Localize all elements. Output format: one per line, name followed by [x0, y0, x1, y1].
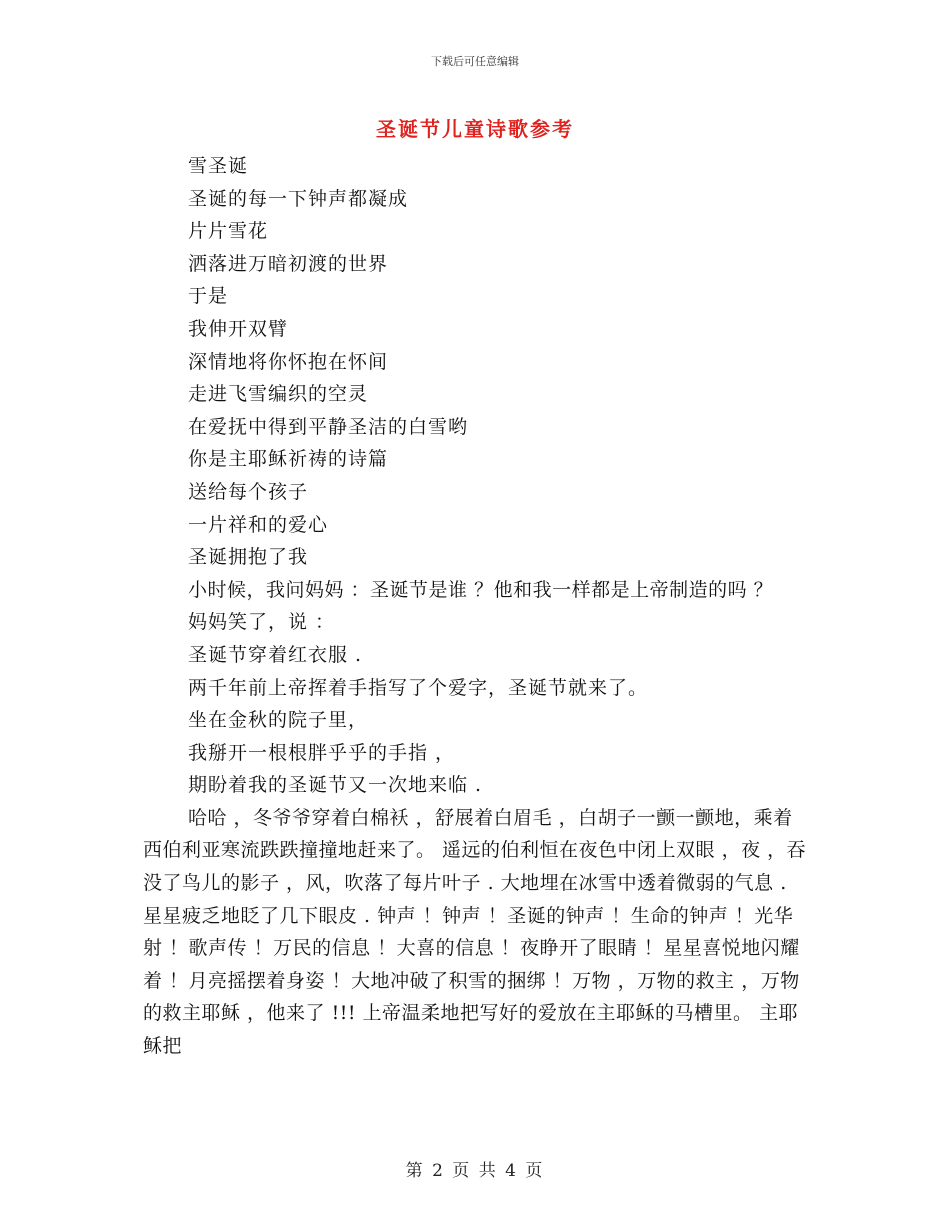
document-body	[143, 150, 808, 1063]
poem-line: 圣诞的每一下钟声都凝成	[188, 187, 409, 210]
poem-line: 洒落进万暗初渡的世界	[188, 252, 389, 275]
poem-line: 送给每个孩子	[188, 480, 309, 503]
poem-line: 雪圣诞	[188, 155, 249, 177]
poem-line: 圣诞节穿着红衣服 .	[188, 643, 363, 666]
poem-line: 走进飞雪编织的空灵	[188, 383, 369, 406]
paragraph: 小时候，我问妈妈 ：圣诞节是谁 ？他和我一样都是上帝制造的吗 ？	[188, 578, 774, 601]
paragraph: 哈哈 ，冬爷爷穿着白棉袄 ，舒展着白眉毛 ，白胡子一颤一颤地，乘着西伯利亚寒流跌跌撞撞地赶来了。 遥远的伯利恒在夜色中闭上双眼 ，夜 ，吞没了鸟儿的影子 ，风，吹落了每片叶子 . 大地埋在冰雪中透着微弱的气息 . 星星疲乏地眨了几下眼皮 . 钟声 ！钟声 ！圣诞的钟声 ！生命的钟声 ！光华射 ！歌声传 ！万民的信息 ！大喜的信息 ！夜睁开了眼睛 ！星星喜悦地闪耀着 ！月亮摇摆着身姿 ！大地冲破了积雪的捆绑 ！万物 ，万物的救主 ，万物的救主耶稣 ，他来了 !!! 上帝温柔地把写好的爱放在主耶稣的马槽里。 主耶稣把	[143, 806, 807, 1058]
page-header: 下载后可任意编辑	[431, 55, 519, 68]
page-footer: 第 2 页 共 4 页	[405, 1161, 545, 1181]
poem-line: 坐在金秋的院子里，	[188, 709, 369, 732]
poem-line: 我掰开一根根胖乎乎的手指 ，	[188, 741, 456, 764]
poem-line: 片片雪花	[188, 220, 269, 243]
poem-line: 妈妈笑了，说 ：	[188, 611, 336, 634]
poem-line: 你是主耶稣祈祷的诗篇	[188, 448, 389, 471]
document-title: 圣诞节儿童诗歌参考	[376, 117, 574, 141]
poem-line: 圣诞拥抱了我	[188, 546, 309, 569]
poem-line: 期盼着我的圣诞节又一次地来临 .	[188, 774, 483, 797]
poem-line: 一片祥和的爱心	[188, 513, 329, 536]
poem-line: 于是	[188, 285, 229, 308]
poem-line: 两千年前上帝挥着手指写了个爱字，圣诞节就来了。	[188, 676, 649, 699]
poem-line: 深情地将你怀抱在怀间	[188, 350, 389, 373]
poem-line: 我伸开双臂	[188, 317, 289, 340]
poem-line: 在爱抚中得到平静圣洁的白雪哟	[188, 415, 469, 438]
